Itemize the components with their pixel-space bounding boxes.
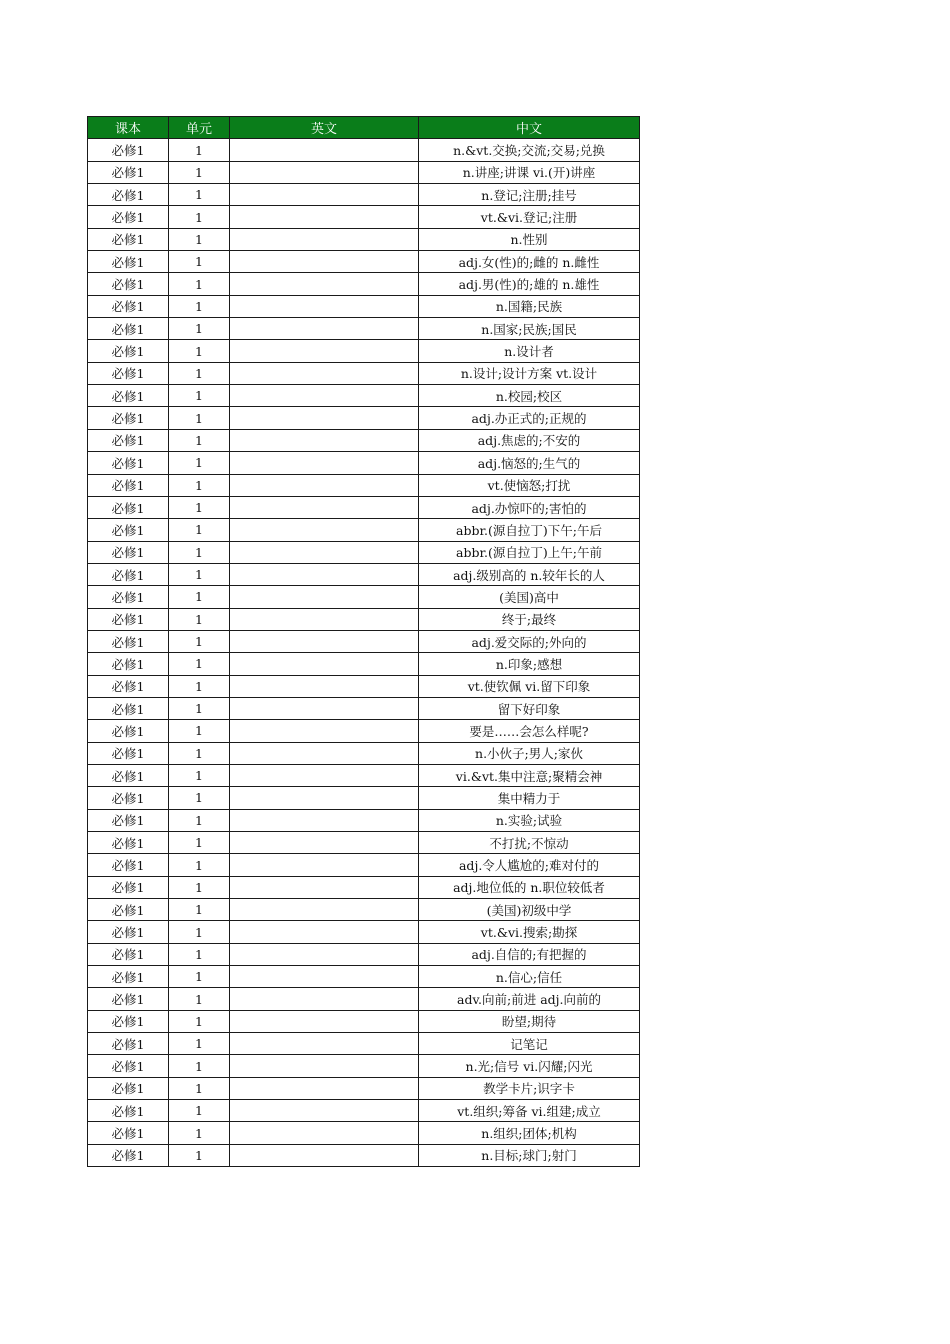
unit-cell[interactable]: 1 (169, 720, 230, 742)
unit-cell[interactable]: 1 (169, 251, 230, 273)
english-cell[interactable] (230, 206, 419, 228)
chinese-cell[interactable]: n.印象;感想 (419, 653, 640, 675)
english-cell[interactable] (230, 1055, 419, 1077)
unit-cell[interactable]: 1 (169, 407, 230, 429)
book-cell[interactable]: 必修1 (88, 295, 169, 317)
book-cell[interactable]: 必修1 (88, 139, 169, 161)
unit-cell[interactable]: 1 (169, 653, 230, 675)
english-cell[interactable] (230, 273, 419, 295)
chinese-cell[interactable]: vt.使钦佩 vi.留下印象 (419, 675, 640, 697)
table-row (88, 1010, 640, 1032)
english-cell[interactable] (230, 697, 419, 719)
book-cell[interactable]: 必修1 (88, 653, 169, 675)
book-cell[interactable]: 必修1 (88, 675, 169, 697)
unit-cell[interactable]: 1 (169, 966, 230, 988)
book-cell[interactable]: 必修1 (88, 385, 169, 407)
unit-cell[interactable]: 1 (169, 139, 230, 161)
chinese-cell[interactable]: adj.焦虑的;不安的 (419, 429, 640, 451)
book-cell[interactable]: 必修1 (88, 899, 169, 921)
english-cell[interactable] (230, 586, 419, 608)
unit-cell[interactable]: 1 (169, 1122, 230, 1144)
chinese-cell[interactable]: 不打扰;不惊动 (419, 832, 640, 854)
table-row (88, 854, 640, 876)
unit-cell[interactable]: 1 (169, 1144, 230, 1166)
english-cell[interactable] (230, 496, 419, 518)
book-cell[interactable]: 必修1 (88, 720, 169, 742)
book-cell[interactable]: 必修1 (88, 742, 169, 764)
unit-cell[interactable]: 1 (169, 1100, 230, 1122)
chinese-cell[interactable]: adj.恼怒的;生气的 (419, 452, 640, 474)
table-row (88, 720, 640, 742)
table-row (88, 1100, 640, 1122)
english-cell[interactable] (230, 720, 419, 742)
book-cell[interactable]: 必修1 (88, 1100, 169, 1122)
book-cell[interactable]: 必修1 (88, 429, 169, 451)
chinese-cell[interactable]: 集中精力于 (419, 787, 640, 809)
english-cell[interactable] (230, 988, 419, 1010)
table-row (88, 742, 640, 764)
chinese-cell[interactable]: n.&vt.交换;交流;交易;兑换 (419, 139, 640, 161)
table-row (88, 876, 640, 898)
table-row (88, 764, 640, 786)
unit-cell[interactable]: 1 (169, 921, 230, 943)
chinese-cell[interactable]: adj.级别高的 n.较年长的人 (419, 563, 640, 585)
table-row (88, 340, 640, 362)
unit-cell[interactable]: 1 (169, 899, 230, 921)
chinese-cell[interactable]: adj.女(性)的;雌的 n.雌性 (419, 251, 640, 273)
english-cell[interactable] (230, 541, 419, 563)
chinese-cell[interactable]: vt.&vi.登记;注册 (419, 206, 640, 228)
english-cell[interactable] (230, 362, 419, 384)
unit-cell[interactable]: 1 (169, 832, 230, 854)
chinese-cell[interactable]: n.光;信号 vi.闪耀;闪光 (419, 1055, 640, 1077)
english-cell[interactable] (230, 1100, 419, 1122)
unit-cell[interactable]: 1 (169, 988, 230, 1010)
chinese-cell[interactable]: n.小伙子;男人;家伙 (419, 742, 640, 764)
unit-cell[interactable]: 1 (169, 630, 230, 652)
english-cell[interactable] (230, 295, 419, 317)
chinese-cell[interactable]: adj.地位低的 n.职位较低者 (419, 876, 640, 898)
table-row (88, 586, 640, 608)
table-row (88, 206, 640, 228)
unit-cell[interactable]: 1 (169, 161, 230, 183)
chinese-cell[interactable]: n.实验;试验 (419, 809, 640, 831)
unit-cell[interactable]: 1 (169, 1077, 230, 1099)
book-cell[interactable]: 必修1 (88, 854, 169, 876)
unit-cell[interactable]: 1 (169, 1055, 230, 1077)
book-cell[interactable]: 必修1 (88, 1122, 169, 1144)
book-cell[interactable]: 必修1 (88, 787, 169, 809)
book-cell[interactable]: 必修1 (88, 318, 169, 340)
unit-cell[interactable]: 1 (169, 943, 230, 965)
chinese-cell[interactable]: vt.组织;筹备 vi.组建;成立 (419, 1100, 640, 1122)
unit-cell[interactable]: 1 (169, 295, 230, 317)
unit-cell[interactable]: 1 (169, 563, 230, 585)
english-cell[interactable] (230, 318, 419, 340)
table-row (88, 563, 640, 585)
book-cell[interactable]: 必修1 (88, 586, 169, 608)
table-row (88, 385, 640, 407)
unit-cell[interactable]: 1 (169, 586, 230, 608)
english-cell[interactable] (230, 563, 419, 585)
chinese-cell[interactable]: vt.&vi.搜索;勘探 (419, 921, 640, 943)
english-cell[interactable] (230, 161, 419, 183)
english-cell[interactable] (230, 429, 419, 451)
book-cell[interactable]: 必修1 (88, 452, 169, 474)
book-cell[interactable]: 必修1 (88, 161, 169, 183)
table-row (88, 899, 640, 921)
book-cell[interactable]: 必修1 (88, 988, 169, 1010)
chinese-cell[interactable]: adj.办正式的;正规的 (419, 407, 640, 429)
english-cell[interactable] (230, 921, 419, 943)
table-row (88, 452, 640, 474)
english-cell[interactable] (230, 139, 419, 161)
english-cell[interactable] (230, 184, 419, 206)
english-cell[interactable] (230, 764, 419, 786)
unit-cell[interactable]: 1 (169, 1010, 230, 1032)
table-row (88, 832, 640, 854)
english-cell[interactable] (230, 251, 419, 273)
chinese-cell[interactable]: 盼望;期待 (419, 1010, 640, 1032)
unit-cell[interactable]: 1 (169, 742, 230, 764)
table-row (88, 1122, 640, 1144)
table-row (88, 184, 640, 206)
english-cell[interactable] (230, 1077, 419, 1099)
unit-cell[interactable]: 1 (169, 362, 230, 384)
book-cell[interactable]: 必修1 (88, 630, 169, 652)
header-english[interactable]: 英文 (230, 117, 419, 139)
chinese-cell[interactable]: 记笔记 (419, 1033, 640, 1055)
header-chinese[interactable]: 中文 (419, 117, 640, 139)
english-cell[interactable] (230, 832, 419, 854)
book-cell[interactable]: 必修1 (88, 563, 169, 585)
table-row (88, 474, 640, 496)
header-unit[interactable]: 单元 (169, 117, 230, 139)
chinese-cell[interactable]: 终于;最终 (419, 608, 640, 630)
table-row (88, 988, 640, 1010)
english-cell[interactable] (230, 608, 419, 630)
english-cell[interactable] (230, 787, 419, 809)
chinese-cell[interactable]: n.国籍;民族 (419, 295, 640, 317)
unit-cell[interactable]: 1 (169, 184, 230, 206)
unit-cell[interactable]: 1 (169, 854, 230, 876)
english-cell[interactable] (230, 519, 419, 541)
english-cell[interactable] (230, 385, 419, 407)
chinese-cell[interactable]: abbr.(源自拉丁)上午;午前 (419, 541, 640, 563)
chinese-cell[interactable]: abbr.(源自拉丁)下午;午后 (419, 519, 640, 541)
table-row (88, 541, 640, 563)
chinese-cell[interactable]: n.组织;团体;机构 (419, 1122, 640, 1144)
book-cell[interactable]: 必修1 (88, 943, 169, 965)
table-row (88, 429, 640, 451)
english-cell[interactable] (230, 1010, 419, 1032)
english-cell[interactable] (230, 742, 419, 764)
english-cell[interactable] (230, 340, 419, 362)
unit-cell[interactable]: 1 (169, 876, 230, 898)
table-row (88, 1055, 640, 1077)
table-row (88, 608, 640, 630)
english-cell[interactable] (230, 630, 419, 652)
book-cell[interactable]: 必修1 (88, 251, 169, 273)
table-row (88, 318, 640, 340)
chinese-cell[interactable]: 要是……会怎么样呢? (419, 720, 640, 742)
unit-cell[interactable]: 1 (169, 273, 230, 295)
chinese-cell[interactable]: n.性别 (419, 228, 640, 250)
english-cell[interactable] (230, 675, 419, 697)
english-cell[interactable] (230, 407, 419, 429)
english-cell[interactable] (230, 452, 419, 474)
table-row (88, 1077, 640, 1099)
english-cell[interactable] (230, 876, 419, 898)
english-cell[interactable] (230, 899, 419, 921)
unit-cell[interactable]: 1 (169, 429, 230, 451)
book-cell[interactable]: 必修1 (88, 362, 169, 384)
chinese-cell[interactable]: n.登记;注册;挂号 (419, 184, 640, 206)
english-cell[interactable] (230, 653, 419, 675)
chinese-cell[interactable]: adj.令人尴尬的;难对付的 (419, 854, 640, 876)
table-row (88, 966, 640, 988)
book-cell[interactable]: 必修1 (88, 184, 169, 206)
table-row (88, 161, 640, 183)
table-row (88, 697, 640, 719)
unit-cell[interactable]: 1 (169, 228, 230, 250)
book-cell[interactable]: 必修1 (88, 228, 169, 250)
chinese-cell[interactable]: n.设计;设计方案 vt.设计 (419, 362, 640, 384)
book-cell[interactable]: 必修1 (88, 273, 169, 295)
english-cell[interactable] (230, 228, 419, 250)
unit-cell[interactable]: 1 (169, 496, 230, 518)
chinese-cell[interactable]: 留下好印象 (419, 697, 640, 719)
book-cell[interactable]: 必修1 (88, 519, 169, 541)
chinese-cell[interactable]: n.校园;校区 (419, 385, 640, 407)
table-row (88, 407, 640, 429)
chinese-cell[interactable]: n.设计者 (419, 340, 640, 362)
table-row (88, 519, 640, 541)
english-cell[interactable] (230, 1144, 419, 1166)
table-row (88, 943, 640, 965)
book-cell[interactable]: 必修1 (88, 1055, 169, 1077)
unit-cell[interactable]: 1 (169, 1033, 230, 1055)
chinese-cell[interactable]: adj.自信的;有把握的 (419, 943, 640, 965)
chinese-cell[interactable]: adv.向前;前进 adj.向前的 (419, 988, 640, 1010)
english-cell[interactable] (230, 943, 419, 965)
unit-cell[interactable]: 1 (169, 608, 230, 630)
unit-cell[interactable]: 1 (169, 519, 230, 541)
unit-cell[interactable]: 1 (169, 787, 230, 809)
book-cell[interactable]: 必修1 (88, 1077, 169, 1099)
chinese-cell[interactable]: (美国)高中 (419, 586, 640, 608)
unit-cell[interactable]: 1 (169, 764, 230, 786)
chinese-cell[interactable]: adj.男(性)的;雄的 n.雄性 (419, 273, 640, 295)
book-cell[interactable]: 必修1 (88, 832, 169, 854)
unit-cell[interactable]: 1 (169, 474, 230, 496)
unit-cell[interactable]: 1 (169, 340, 230, 362)
book-cell[interactable]: 必修1 (88, 1033, 169, 1055)
book-cell[interactable]: 必修1 (88, 764, 169, 786)
table-row (88, 1033, 640, 1055)
english-cell[interactable] (230, 966, 419, 988)
table-row (88, 295, 640, 317)
english-cell[interactable] (230, 1122, 419, 1144)
book-cell[interactable]: 必修1 (88, 496, 169, 518)
vocabulary-table (87, 116, 640, 1167)
table-row (88, 653, 640, 675)
book-cell[interactable]: 必修1 (88, 474, 169, 496)
header-book[interactable]: 课本 (88, 117, 169, 139)
table-row (88, 139, 640, 161)
table-row (88, 273, 640, 295)
book-cell[interactable]: 必修1 (88, 407, 169, 429)
english-cell[interactable] (230, 854, 419, 876)
book-cell[interactable]: 必修1 (88, 966, 169, 988)
chinese-cell[interactable]: n.国家;民族;国民 (419, 318, 640, 340)
book-cell[interactable]: 必修1 (88, 1144, 169, 1166)
chinese-cell[interactable]: 教学卡片;识字卡 (419, 1077, 640, 1099)
book-cell[interactable]: 必修1 (88, 608, 169, 630)
unit-cell[interactable]: 1 (169, 318, 230, 340)
unit-cell[interactable]: 1 (169, 675, 230, 697)
unit-cell[interactable]: 1 (169, 452, 230, 474)
unit-cell[interactable]: 1 (169, 541, 230, 563)
table-row (88, 228, 640, 250)
unit-cell[interactable]: 1 (169, 697, 230, 719)
chinese-cell[interactable]: (美国)初级中学 (419, 899, 640, 921)
chinese-cell[interactable]: adj.办惊吓的;害怕的 (419, 496, 640, 518)
english-cell[interactable] (230, 474, 419, 496)
table-row (88, 787, 640, 809)
book-cell[interactable]: 必修1 (88, 340, 169, 362)
table-row (88, 496, 640, 518)
chinese-cell[interactable]: adj.爱交际的;外向的 (419, 630, 640, 652)
chinese-cell[interactable]: n.目标;球门;射门 (419, 1144, 640, 1166)
chinese-cell[interactable]: vt.使恼怒;打扰 (419, 474, 640, 496)
table-row (88, 809, 640, 831)
english-cell[interactable] (230, 809, 419, 831)
unit-cell[interactable]: 1 (169, 809, 230, 831)
table-row (88, 362, 640, 384)
table-row (88, 251, 640, 273)
table-row (88, 630, 640, 652)
chinese-cell[interactable]: n.信心;信任 (419, 966, 640, 988)
book-cell[interactable]: 必修1 (88, 1010, 169, 1032)
table-row (88, 1144, 640, 1166)
book-cell[interactable]: 必修1 (88, 809, 169, 831)
book-cell[interactable]: 必修1 (88, 876, 169, 898)
book-cell[interactable]: 必修1 (88, 697, 169, 719)
chinese-cell[interactable]: n.讲座;讲课 vi.(开)讲座 (419, 161, 640, 183)
english-cell[interactable] (230, 1033, 419, 1055)
unit-cell[interactable]: 1 (169, 385, 230, 407)
chinese-cell[interactable]: vi.&vt.集中注意;聚精会神 (419, 764, 640, 786)
table-row (88, 675, 640, 697)
book-cell[interactable]: 必修1 (88, 206, 169, 228)
table-row (88, 921, 640, 943)
header-row (88, 117, 640, 139)
unit-cell[interactable]: 1 (169, 206, 230, 228)
book-cell[interactable]: 必修1 (88, 921, 169, 943)
book-cell[interactable]: 必修1 (88, 541, 169, 563)
